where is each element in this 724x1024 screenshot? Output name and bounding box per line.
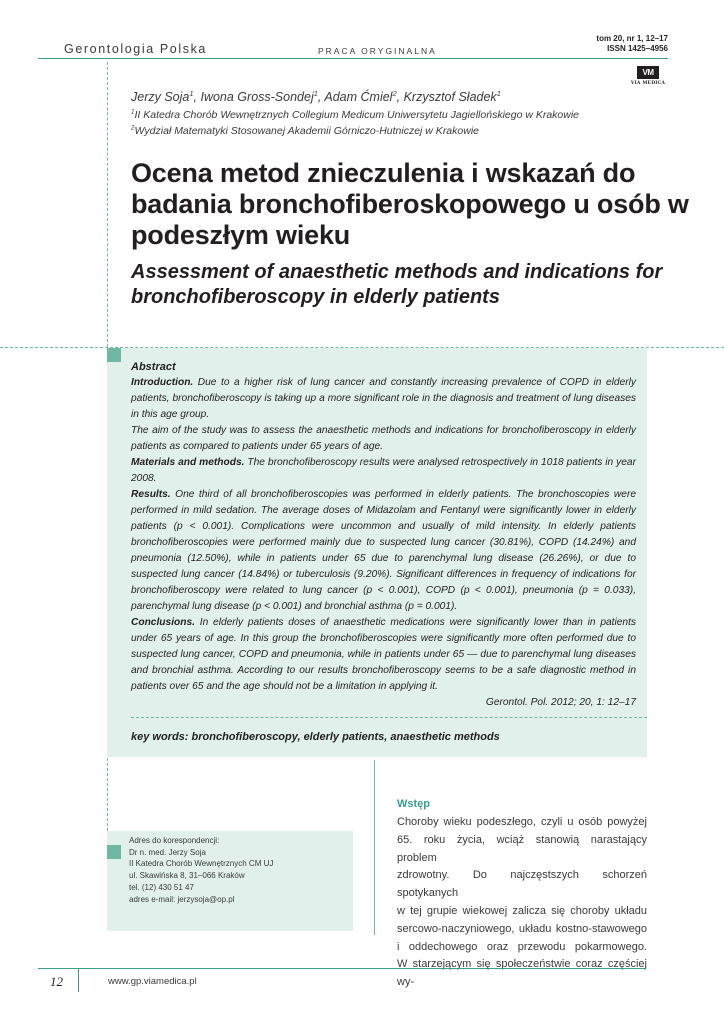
issn: ISSN 1425–4956 [607,44,668,53]
author-1-sup: 1 [189,88,194,98]
intro-body [397,814,647,992]
author-1: Jerzy Soja [131,90,190,104]
abstract-citation: Gerontol. Pol. 2012; 20, 1: 12–17 [485,697,636,708]
author-3-sup: 2 [392,88,397,98]
results-text: One third of all bronchofiberoscopies was performed in elderly patients. The bronchoscopies were performed in mild sedation. The average doses of Midazolam and Fentanyl were significantly lower in elderly patients (p < 0.001). Complications were uncommon and usually of mild intensity. In elderly patients bronchofiberoscopies were performed mainly due to suspected lung cancer (30.81%), COPD (14.24%) and pneumonia (12.50%), while in patients under 65 due to parenchymal lung disease (26.26%), or due to suspected lung cancer (14.84%) or tuberculosis (9.20%). Significant differences in frequency of indications for bronchofiberoscopy were related to lung cancer (p < 0.001), COPD (p < 0.001), pneumonia (p = 0.033), parenchymal lung disease (p < 0.001) and bronchial asthma (p = 0.001). [131,489,636,612]
abstract-box [107,348,647,757]
abstract-conclusions [131,615,636,695]
authors [131,90,501,104]
section-heading-intro: Wstęp [397,798,430,810]
author-4: , Krzysztof Sładek [396,90,497,104]
methods-text: The bronchofiberoscopy results were analysed retrospectively in 1018 patients in year 2008. [131,457,636,484]
affiliation-1-sup: 1 [131,108,135,116]
journal-website-link[interactable]: www.gp.viamedica.pl [108,976,197,987]
keywords-divider [131,717,647,718]
correspondence-marker [107,845,121,859]
correspondence-content [129,835,273,905]
affiliation-2 [131,125,479,137]
abstract-methods [131,455,636,487]
intro-text: Due to a higher risk of lung cancer and constantly increasing prevalence of COPD in elderly patients, bronchofiberoscopy is taking up a more significant role in the diagnosis and treatment of lung diseases in this age group. [131,377,636,420]
volume-number: tom 20, nr 1, 12–17 [596,34,668,43]
author-2-sup: 1 [313,88,318,98]
conclusions-label: Conclusions. [131,617,195,628]
affiliation-2-sup: 2 [131,124,135,132]
body-line: zdrowotny. Do najczęstszych schorzeń spotykanych [397,869,647,900]
abstract-results [131,487,636,615]
vertical-guide-bottom [107,758,108,831]
vertical-guide-top [107,62,108,347]
abstract-aim: The aim of the study was to assess the anaesthetic methods and indications for bronchofiberoscopy in elderly patients as compared to patients under 65 years of age. [131,425,636,452]
results-label: Results. [131,489,171,500]
abstract-heading: Abstract [131,361,176,373]
body-line: W starzejącym się społeczeństwie coraz częściej wy- [397,958,647,989]
abstract-marker [107,348,121,362]
page-number: 12 [50,974,63,989]
conclusions-text: In elderly patients doses of anaesthetic medications were significantly lower than in patients under 65 years of age. In this group the bronchofiberoscopies were significantly more often performed due to suspected lung cancer, COPD and pneumonia, while in patients under 65 — due to parenchymal lung diseases and bronchial asthma. According to our results bronchofiberoscopy seems to be a safe diagnostic method in patients over 65 and the age should not be a limitation in applying it. [131,617,636,692]
footer-divider [78,968,79,992]
body-line: 65. roku życia, wciąż stanowią narastający problem [397,833,647,864]
intro-label: Introduction. [131,377,194,388]
correspondence-line: Adres do korespondencji: [129,836,220,845]
logo-text: VIA MEDICA [630,81,666,86]
footer-rule [38,968,646,969]
body-line: sercowo-naczyniowego, układu kostno-stawowego [397,922,647,935]
affiliation-1 [131,109,579,121]
publisher-logo [626,62,670,86]
article-type: PRACA ORYGINALNA [318,46,437,56]
keywords: key words: bronchofiberoscopy, elderly patients, anaesthetic methods [131,731,500,743]
volume-info [596,34,668,54]
author-3: , Adam Ćmiel [317,90,393,104]
affiliation-2-text: Wydział Matematyki Stosowanej Akademii Górniczo-Hutniczej w Krakowie [134,125,479,137]
body-line: w tej grupie wiekowej zalicza się choroby układu [397,904,647,917]
logo-mark: VM [637,66,659,79]
journal-name: Gerontologia Polska [64,42,207,56]
affiliation-1-text: II Katedra Chorób Wewnętrznych Collegium Medicum Uniwersytetu Jagiellońskiego w Krakowie [134,109,580,121]
column-rule [374,760,375,935]
author-2: , Iwona Gross-Sondej [193,90,314,104]
correspondence-line: II Katedra Chorób Wewnętrznych CM UJ [129,859,274,869]
correspondence-line: Dr n. med. Jerzy Soja [129,847,206,857]
correspondence-line: ul. Skawińska 8, 31–066 Kraków [129,871,245,881]
body-line: Choroby wieku podeszłego, czyli u osób powyżej [397,816,647,828]
methods-label: Materials and methods. [131,457,245,468]
abstract-content [131,359,636,711]
title-english: Assessment of anaesthetic methods and indications for bronchofiberoscopy in elderly patients [131,261,663,308]
author-4-sup: 1 [496,88,501,98]
title-polish: Ocena metod znieczulenia i wskazań do badania bronchofiberoskopowego u osób w podeszłym wieku [131,158,689,250]
correspondence-email: adres e-mail: jerzysoja@op.pl [129,894,235,904]
header-rule [38,58,668,59]
body-line: i oddechowego oraz przewodu pokarmowego. [397,940,647,953]
correspondence-line: tel. (12) 430 51 47 [129,882,194,892]
correspondence-box [107,831,353,931]
abstract-introduction [131,375,636,423]
